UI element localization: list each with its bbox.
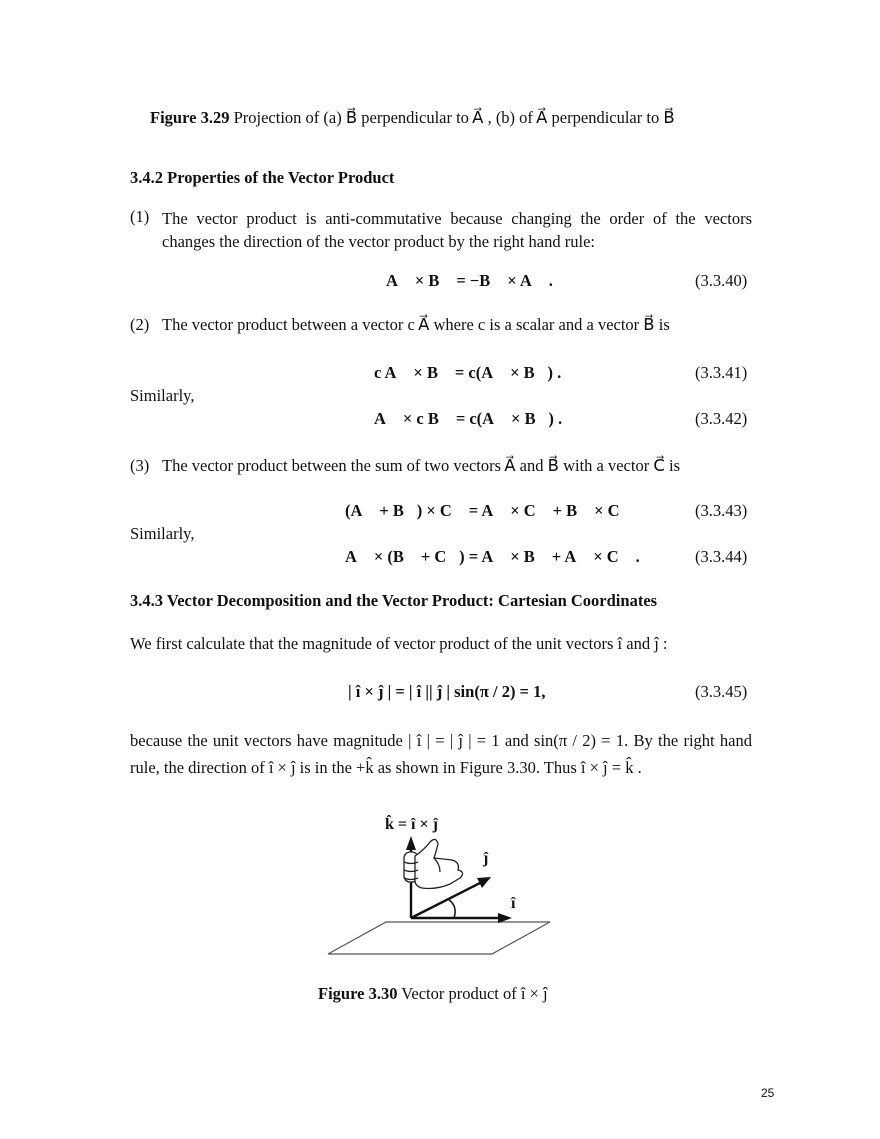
equation-number-3-3-40: (3.3.40) — [695, 271, 748, 290]
section-heading-3-4-2: 3.4.2 Properties of the Vector Product — [130, 168, 395, 187]
list-marker-1: (1) — [130, 207, 150, 226]
similarly-label-2: Similarly, — [130, 524, 195, 543]
page-number: 25 — [761, 1086, 775, 1100]
k-arrowhead — [406, 836, 416, 850]
figure-3-29-caption — [150, 108, 675, 128]
equation-number-3-3-45: (3.3.45) — [695, 682, 748, 701]
equation-3-3-42: A⃗ × c B⃗ = c(A⃗ × B⃗) . — [374, 409, 563, 428]
figure-3-30-caption — [318, 984, 548, 1004]
list-item-2-text: The vector product between a vector c A⃗ where c is a scalar and a vector B⃗ is — [162, 315, 670, 334]
figure-3-30-diagram — [320, 812, 580, 962]
figure-3-30-text: Vector product of î × ĵ — [401, 984, 548, 1003]
equation-number-3-3-43: (3.3.43) — [695, 501, 748, 520]
body-paragraph-line-1: because the unit vectors have magnitude | î | = | ĵ | = 1 and sin(π / 2) = 1. By the right hand — [130, 731, 752, 750]
figure-3-29-label: Figure 3.29 — [150, 108, 230, 127]
list-marker-3: (3) — [130, 456, 150, 475]
list-marker-2: (2) — [130, 315, 150, 334]
similarly-label-1: Similarly, — [130, 386, 195, 405]
i-hat-label: î — [511, 895, 516, 912]
equation-number-3-3-41: (3.3.41) — [695, 363, 748, 382]
equation-3-3-44: A⃗ × (B⃗ + C⃗) = A⃗ × B⃗ + A⃗ × C⃗ . — [345, 547, 640, 566]
list-item-3-text: The vector product between the sum of two vectors A⃗ and B⃗ with a vector C⃗ is — [162, 456, 680, 475]
equation-3-3-41: c A⃗ × B⃗ = c(A⃗ × B⃗) . — [374, 363, 562, 382]
equation-3-3-43: (A⃗ + B⃗) × C⃗ = A⃗ × C⃗ + B⃗ × C⃗ — [345, 501, 633, 520]
intro-paragraph: We first calculate that the magnitude of vector product of the unit vectors î and ĵ : — [130, 634, 668, 653]
equation-number-3-3-42: (3.3.42) — [695, 409, 748, 428]
figure-3-30-label: Figure 3.30 — [318, 984, 398, 1003]
figure-3-29-text: Projection of (a) B⃗ perpendicular to A⃗ , (b) of A⃗ perpendicular to B⃗ — [233, 108, 675, 127]
xy-plane — [328, 922, 550, 954]
body-paragraph-line-2: rule, the direction of î × ĵ is in the +k̂ as shown in Figure 3.30. Thus î × ĵ = k̂ . — [130, 758, 642, 777]
equation-3-3-45: | î × ĵ | = | î || ĵ | sin(π / 2) = 1, — [348, 682, 546, 701]
rotation-arc — [448, 899, 455, 918]
equation-number-3-3-44: (3.3.44) — [695, 547, 748, 566]
list-item-1-line-2: changes the direction of the vector product by the right hand rule: — [162, 232, 595, 251]
j-hat-label: ĵ — [483, 850, 489, 867]
equation-3-3-40: A⃗ × B⃗ = −B⃗ × A⃗ . — [386, 271, 553, 290]
section-heading-3-4-3: 3.4.3 Vector Decomposition and the Vector Product: Cartesian Coordinates — [130, 591, 658, 610]
list-item-1-line-1: The vector product is anti-commutative because changing the order of the vectors — [162, 209, 752, 228]
k-equals-i-cross-j-label: k̂ = î × ĵ — [385, 816, 438, 833]
